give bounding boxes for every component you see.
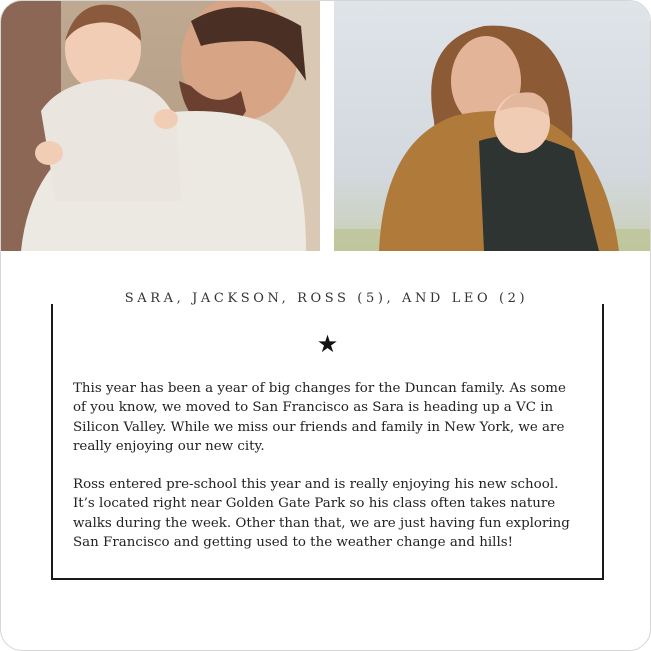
father-baby-illustration — [1, 1, 320, 251]
family-name-heading: SARA, JACKSON, ROSS (5), AND LEO (2) — [124, 291, 529, 306]
message-paragraph-1: This year has been a year of big changes for the Duncan family. As some of you know, we moved to San Francisco as Sara is heading up a VC in Silicon Valley. While we miss our friends and family in New York, we are really enjoying our new city. — [73, 381, 566, 454]
message-frame — [51, 304, 604, 580]
message-body — [73, 379, 583, 571]
message-paragraph-2: Ross entered pre-school this year and is really enjoying his new school. It’s located right near Golden Gate Park so his class often takes nature walks during the week. Other than that, we are just having fun exploring San Francisco and getting used to the weather change and hills! — [73, 477, 570, 551]
star-icon: ★ — [316, 330, 339, 358]
photo-mother-and-baby — [334, 1, 650, 251]
mother-baby-illustration — [334, 1, 650, 251]
photo-father-and-baby — [1, 1, 320, 251]
